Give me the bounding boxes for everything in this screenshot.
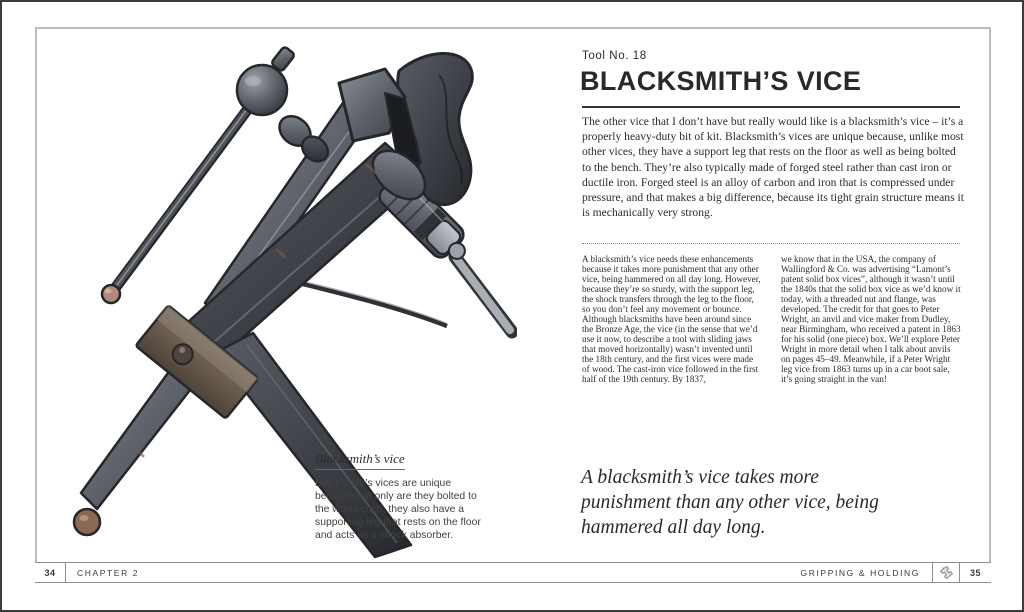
title-rule <box>582 106 960 108</box>
caption-body: Blacksmith’s vices are unique because not only are they bolted to the workbench, they also have a supporting leg that rests on the floor and acts as a shock absorber. <box>315 478 481 541</box>
caption-title: Blacksmith’s vice <box>315 451 405 470</box>
illustration-caption <box>315 450 493 542</box>
chapter-label: CHAPTER 2 <box>77 567 140 578</box>
dotted-divider <box>582 243 960 244</box>
page-number-left: 34 <box>44 567 56 578</box>
section-label: GRIPPING & HOLDING <box>800 567 920 578</box>
pull-quote: A blacksmith’s vice takes more punishment than any other vice, being hammered all day long. <box>581 467 879 538</box>
page-number-right: 35 <box>969 567 981 578</box>
footer-spacer <box>139 563 800 582</box>
two-column-text <box>582 254 962 384</box>
intro-paragraph: The other vice that I don’t have but really would like is a blacksmith’s vice – it’s a properly heavy-duty bit of kit. Blacksmith’s vices are unique because, unlike most other vices, they have a support leg that rests on the floor as well as being bolted to the bench. They’re also typically made of forged steel rather than cast iron or ductile iron. Forged steel is an alloy of carbon and iron that is compressed under pressure, and that makes a big difference, because its tight grain structure means it is mechanically very strong. <box>582 115 964 220</box>
column-right: we know that in the USA, the company of Wallingford & Co. was advertising “Lamont’s patent solid box vices”, although it wasn’t until the 1840s that the solid box vice as we’d know it today, with a threaded nut and flange, was developed. The credit for that goes to Peter Wright, an anvil and vice maker from Dudley, near Birmingham, who received a patent in 1863 for his solid (one piece) box. We’ll explore Peter Wright in more detail when I talk about anvils on pages 45–49. Meanwhile, if a Peter Wright leg vice from 1863 turns up in a car boot sale, it’s going straight in the van! <box>781 254 961 384</box>
footer-band <box>35 562 991 583</box>
column-left: A blacksmith’s vice needs these enhancements because it takes more punishment that any other vice, being hammered on all day long. However, because they’re so sturdy, with the support leg, the shock transfers through the leg to the floor, so you don’t feel any movement or bounce. Although blacksmiths have been around since the Bronze Age, the vice (in the sense that we’d use it now, to describe a tool with sliding jaws that moved horizontally) wasn’t invented until the 18th century, and the first vices were made of wood. The cast-iron vice followed in the first half of the 19th century. By 1837, <box>582 254 761 384</box>
tool-number-label: Tool No. 18 <box>582 50 647 62</box>
clamp-icon <box>933 563 959 582</box>
page-title: BLACKSMITH’S VICE <box>580 66 862 96</box>
